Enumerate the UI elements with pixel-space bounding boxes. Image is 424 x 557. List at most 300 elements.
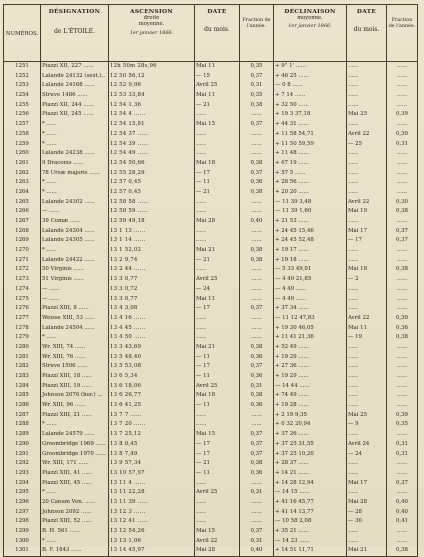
declination-cell: + 32 50 ...... — [274, 101, 347, 111]
right-ascension-cell: 13 3 0,77 — [109, 295, 195, 305]
declination-cell: + 41 14 13,77 — [274, 508, 347, 518]
dec-fraction-cell: ...... — [387, 62, 418, 72]
dec-fraction-cell: ...... — [387, 169, 418, 179]
declination-cell: — 14 15 ...... — [274, 488, 347, 498]
declination-cell: + 24 45 52,48 — [274, 236, 347, 246]
star-designation-cell: Struve 1506 ...... — [41, 362, 109, 372]
table-row — [4, 498, 418, 508]
row-number-cell: 1287 — [4, 411, 41, 421]
row-number-cell: 1251 — [4, 62, 41, 72]
dec-date-cell: Mai 19 — [347, 207, 387, 217]
declination-cell: + 74 49 ...... — [274, 391, 347, 401]
row-number-cell: 1280 — [4, 343, 41, 353]
declination-cell: + 24 45 15,46 — [274, 227, 347, 237]
dec-date-cell: ...... — [347, 159, 387, 169]
dec-date-cell: ...... — [347, 372, 387, 382]
star-catalog-table — [3, 4, 418, 557]
ra-date-cell: Avril 22 — [195, 537, 240, 547]
row-number-cell: 1275 — [4, 295, 41, 305]
right-ascension-cell: 12 54 50,66 — [109, 159, 195, 169]
dec-fraction-cell: ...... — [387, 430, 418, 440]
dec-fraction-cell: 0,30 — [387, 198, 418, 208]
dec-fraction-cell: ...... — [387, 217, 418, 227]
dec-date-cell: ...... — [347, 343, 387, 353]
dec-date-cell: — 19 — [347, 333, 387, 343]
ra-fraction-cell: ...... — [240, 236, 274, 246]
declination-cell: + 14 21 ...... — [274, 469, 347, 479]
declination-cell: — 4 49 ...... — [274, 295, 347, 305]
star-designation-cell: * ...... — [41, 333, 109, 343]
ra-date-cell: — 21 — [195, 101, 240, 111]
row-number-cell: 1292 — [4, 459, 41, 469]
dec-date-cell: — 30 — [347, 517, 387, 527]
ra-fraction-cell: 0,36 — [240, 401, 274, 411]
ra-fraction-cell: ...... — [240, 517, 274, 527]
table-row — [4, 188, 418, 198]
dec-date-cell: ...... — [347, 527, 387, 537]
ra-fraction-cell: 0,37 — [240, 72, 274, 82]
ra-date-cell: ...... — [195, 265, 240, 275]
dec-fraction-cell: 0,38 — [387, 207, 418, 217]
declination-cell: + 19 29 ...... — [274, 372, 347, 382]
star-designation-cell: * ...... — [41, 488, 109, 498]
declination-cell: — 14 23 ...... — [274, 537, 347, 547]
dec-fraction-cell: 0,38 — [387, 265, 418, 275]
row-number-cell: 1290 — [4, 440, 41, 450]
ra-fraction-cell: 0,38 — [240, 343, 274, 353]
right-ascension-cell: 13 11 4 ...... — [109, 479, 195, 489]
dec-fraction-cell: ...... — [387, 295, 418, 305]
table-row — [4, 304, 418, 314]
declination-cell: — 4 49 21,85 — [274, 275, 347, 285]
right-ascension-cell: 12 53 33,84 — [109, 91, 195, 101]
row-number-cell: 1267 — [4, 217, 41, 227]
star-designation-cell: Lalande 24422 ...... — [41, 256, 109, 266]
ra-fraction-cell: ...... — [240, 324, 274, 334]
ra-fraction-cell: ...... — [240, 198, 274, 208]
star-designation-cell: Johnson 2076 (hor.) ... — [41, 391, 109, 401]
row-number-cell: 1260 — [4, 149, 41, 159]
dec-date-cell: ...... — [347, 120, 387, 130]
table-row — [4, 295, 418, 305]
declination-cell: + 0 32 20,94 — [274, 420, 347, 430]
table-row — [4, 362, 418, 372]
ra-date-cell: Avril 25 — [195, 382, 240, 392]
table-row — [4, 459, 418, 469]
star-designation-cell: Lalande 24168 ...... — [41, 81, 109, 91]
right-ascension-cell: 13 14 45,97 — [109, 546, 195, 556]
right-ascension-cell: 12 58 59 ...... — [109, 207, 195, 217]
right-ascension-cell: 13 2 44 ...... — [109, 265, 195, 275]
ra-date-cell: — 17 — [195, 169, 240, 179]
right-ascension-cell: 12 54 39 ...... — [109, 140, 195, 150]
dec-fraction-cell: 0,37 — [387, 236, 418, 246]
star-designation-cell: B. H. 561 ...... — [41, 527, 109, 537]
table-row — [4, 440, 418, 450]
table-row — [4, 401, 418, 411]
star-designation-cell: Wr. XIII, 76 ...... — [41, 353, 109, 363]
star-designation-cell: * ...... — [41, 188, 109, 198]
dec-fraction-cell: 0,30 — [387, 314, 418, 324]
declination-cell: — 4 49 ...... — [274, 285, 347, 295]
dec-fraction-cell: 0,37 — [387, 479, 418, 489]
dec-fraction-cell: 0,39 — [387, 110, 418, 120]
ra-fraction-cell: 0,37 — [240, 362, 274, 372]
right-ascension-cell: 13 5 48,40 — [109, 353, 195, 363]
star-designation-cell: — ...... — [41, 285, 109, 295]
declination-cell: + 19 29 ...... — [274, 353, 347, 363]
declination-cell: + 35 21 ...... — [274, 527, 347, 537]
table-row — [4, 198, 418, 208]
star-designation-cell: * ...... — [41, 120, 109, 130]
ra-date-cell: — 11 — [195, 469, 240, 479]
declination-cell: + 28 56 ...... — [274, 178, 347, 188]
table-row — [4, 91, 418, 101]
table-row — [4, 149, 418, 159]
row-number-cell: 1255 — [4, 101, 41, 111]
dec-fraction-cell: ...... — [387, 537, 418, 547]
dec-fraction-cell: ...... — [387, 188, 418, 198]
row-number-cell: 1291 — [4, 450, 41, 460]
ra-date-cell: — 11 — [195, 178, 240, 188]
dec-date-cell: ...... — [347, 537, 387, 547]
ra-fraction-cell: 0,31 — [240, 488, 274, 498]
declination-cell: — 5 33 49,01 — [274, 265, 347, 275]
ra-fraction-cell: 0,37 — [240, 430, 274, 440]
row-number-cell: 1288 — [4, 420, 41, 430]
table-row — [4, 246, 418, 256]
dec-fraction-cell: ...... — [387, 159, 418, 169]
star-designation-cell: Piazzi XIII, 8 ...... — [41, 304, 109, 314]
right-ascension-cell: 13 8 7,49 — [109, 450, 195, 460]
declination-cell: + 14 51 11,71 — [274, 546, 347, 556]
right-ascension-cell: 13 3 0,72 — [109, 285, 195, 295]
dec-fraction-cell: 0,41 — [387, 517, 418, 527]
table-row — [4, 469, 418, 479]
declination-cell: + 11 50 59,59 — [274, 140, 347, 150]
ra-date-cell: Mai 11 — [195, 295, 240, 305]
dec-date-cell: ...... — [347, 401, 387, 411]
ra-date-cell: ...... — [195, 130, 240, 140]
table-row — [4, 110, 418, 120]
table-row — [4, 275, 418, 285]
ra-fraction-cell: 0,31 — [240, 382, 274, 392]
dec-date-cell: ...... — [347, 295, 387, 305]
table-row — [4, 130, 418, 140]
ra-fraction-cell: ...... — [240, 140, 274, 150]
dec-date-cell: ...... — [347, 149, 387, 159]
declination-cell: + 14 28 12,94 — [274, 479, 347, 489]
table-row — [4, 120, 418, 130]
declination-cell: + 2 19 9,35 — [274, 411, 347, 421]
dec-date-cell: Avril 24 — [347, 440, 387, 450]
ra-fraction-cell: ...... — [240, 498, 274, 508]
row-number-cell: 1252 — [4, 72, 41, 82]
table-row — [4, 324, 418, 334]
right-ascension-cell: 12 59 49,18 — [109, 217, 195, 227]
dec-date-cell: ...... — [347, 391, 387, 401]
ra-fraction-cell: ...... — [240, 314, 274, 324]
dec-fraction-cell: 0,31 — [387, 440, 418, 450]
right-ascension-cell: 12 54 4 ...... — [109, 110, 195, 120]
row-number-cell: 1279 — [4, 333, 41, 343]
star-designation-cell: Piazzi XII, 227 ...... — [41, 62, 109, 72]
right-ascension-cell: 13 12 41 ...... — [109, 517, 195, 527]
ra-date-cell: ...... — [195, 198, 240, 208]
star-designation-cell: Piazzi XIII, 18 ...... — [41, 372, 109, 382]
ra-date-cell: — 24 — [195, 285, 240, 295]
right-ascension-cell: 13 12 54,26 — [109, 527, 195, 537]
declination-cell: + 11 41 21,36 — [274, 333, 347, 343]
right-ascension-cell: 13 7 20 ...... — [109, 420, 195, 430]
ra-fraction-cell: 0,38 — [240, 459, 274, 469]
declination-cell: + 9° 1' ...... — [274, 62, 347, 72]
star-designation-cell: Weisse XIII, 53 ...... — [41, 314, 109, 324]
dec-date-cell: ...... — [347, 256, 387, 266]
star-designation-cell: Lalande 24238 ...... — [41, 149, 109, 159]
right-ascension-cell: 13 3 0,77 — [109, 275, 195, 285]
ra-date-cell: — 17 — [195, 450, 240, 460]
ra-fraction-cell: 0,36 — [240, 372, 274, 382]
dec-date-cell: — 17 — [347, 236, 387, 246]
ra-fraction-cell: ...... — [240, 207, 274, 217]
star-designation-cell: — ...... — [41, 207, 109, 217]
star-designation-cell: Lalande 24305 ...... — [41, 236, 109, 246]
dec-fraction-cell: ...... — [387, 120, 418, 130]
table-row — [4, 62, 418, 72]
row-number-cell: 1254 — [4, 91, 41, 101]
row-number-cell: 1263 — [4, 178, 41, 188]
dec-fraction-cell: ...... — [387, 391, 418, 401]
dec-date-cell: ...... — [347, 62, 387, 72]
right-ascension-cell: 12 54 49 ...... — [109, 149, 195, 159]
ra-date-cell: Mai 18 — [195, 391, 240, 401]
row-number-cell: 1297 — [4, 508, 41, 518]
declination-cell: + 46 25 ...... — [274, 72, 347, 82]
table-row — [4, 420, 418, 430]
declination-cell: + 52 49 ...... — [274, 343, 347, 353]
table-row — [4, 101, 418, 111]
declination-cell: — 11 39 1,60 — [274, 207, 347, 217]
star-designation-cell: 20 Canum Ven. ...... — [41, 498, 109, 508]
star-designation-cell: 9 Draconis ...... — [41, 159, 109, 169]
dec-fraction-cell: ...... — [387, 372, 418, 382]
row-number-cell: 1276 — [4, 304, 41, 314]
declination-cell: — 11 12 47,83 — [274, 314, 347, 324]
table-row — [4, 265, 418, 275]
ra-date-cell: Mai 21 — [195, 343, 240, 353]
dec-date-cell: Avril 22 — [347, 314, 387, 324]
dec-fraction-cell: 0,30 — [387, 130, 418, 140]
star-designation-cell: 51 Virginis ...... — [41, 275, 109, 285]
ra-date-cell: ...... — [195, 498, 240, 508]
row-number-cell: 1277 — [4, 314, 41, 324]
ra-fraction-cell: 0,38 — [240, 246, 274, 256]
ra-fraction-cell: ...... — [240, 285, 274, 295]
row-number-cell: 1281 — [4, 353, 41, 363]
star-designation-cell: * ...... — [41, 130, 109, 140]
dec-fraction-cell: ...... — [387, 382, 418, 392]
ra-date-cell: ...... — [195, 420, 240, 430]
row-number-cell: 1299 — [4, 527, 41, 537]
row-number-cell: 1293 — [4, 469, 41, 479]
ra-date-cell: ...... — [195, 227, 240, 237]
declination-cell: + 11 58 54,71 — [274, 130, 347, 140]
dec-fraction-cell: 0,36 — [387, 324, 418, 334]
right-ascension-cell: 13 8 0,45 — [109, 440, 195, 450]
star-designation-cell: Lalande 24302 ...... — [41, 198, 109, 208]
dec-date-cell: Mai 18 — [347, 265, 387, 275]
dec-date-cell: — 25 — [347, 140, 387, 150]
table-row — [4, 169, 418, 179]
ra-fraction-cell: ...... — [240, 508, 274, 518]
dec-fraction-cell: 0,31 — [387, 140, 418, 150]
row-number-cell: 1283 — [4, 372, 41, 382]
declination-cell: + 7 14 ...... — [274, 91, 347, 101]
right-ascension-cell: 13 7 7 ...... — [109, 411, 195, 421]
header-ascension: ASCENSION droite moyenne. 1er janvier 1866. — [109, 5, 195, 62]
dec-fraction-cell: ...... — [387, 343, 418, 353]
star-designation-cell: Wr. XIII, 74 ...... — [41, 343, 109, 353]
table-row — [4, 333, 418, 343]
ra-date-cell: — 11 — [195, 372, 240, 382]
dec-date-cell: ...... — [347, 353, 387, 363]
dec-fraction-cell: 0,40 — [387, 508, 418, 518]
declination-cell: + 20 20 ...... — [274, 188, 347, 198]
dec-fraction-cell: 0,31 — [387, 450, 418, 460]
ra-date-cell: Mai 15 — [195, 430, 240, 440]
star-designation-cell: Piazzi XII, 245 ...... — [41, 110, 109, 120]
row-number-cell: 1268 — [4, 227, 41, 237]
dec-date-cell: ...... — [347, 246, 387, 256]
row-number-cell: 1274 — [4, 285, 41, 295]
right-ascension-cell: 12 54 37 ...... — [109, 130, 195, 140]
dec-fraction-cell: 0,35 — [387, 420, 418, 430]
dec-fraction-cell: ...... — [387, 81, 418, 91]
header-declinaison: DÉCLINAISON moyenne. 1er janvier 1866. — [274, 5, 347, 62]
dec-date-cell: Mai 28 — [347, 498, 387, 508]
dec-fraction-cell: ...... — [387, 178, 418, 188]
table-row — [4, 517, 418, 527]
row-number-cell: 1286 — [4, 401, 41, 411]
right-ascension-cell: 13 2 9,74 — [109, 256, 195, 266]
row-number-cell: 1300 — [4, 537, 41, 547]
dec-fraction-cell: ...... — [387, 246, 418, 256]
right-ascension-cell: 13 6 41,25 — [109, 401, 195, 411]
row-number-cell: 1282 — [4, 362, 41, 372]
ra-fraction-cell: ...... — [240, 265, 274, 275]
row-number-cell: 1284 — [4, 382, 41, 392]
star-designation-cell: Lalande 24304 ...... — [41, 227, 109, 237]
ra-fraction-cell: ...... — [240, 295, 274, 305]
ra-fraction-cell: 0,36 — [240, 178, 274, 188]
ra-fraction-cell: 0,37 — [240, 169, 274, 179]
ra-fraction-cell: 0,38 — [240, 391, 274, 401]
ra-date-cell: Mai 11 — [195, 62, 240, 72]
dec-fraction-cell: ...... — [387, 304, 418, 314]
row-number-cell: 1301 — [4, 546, 41, 556]
table-row — [4, 285, 418, 295]
ra-date-cell: ...... — [195, 517, 240, 527]
star-designation-cell: 78 Ursæ majoris ...... — [41, 169, 109, 179]
right-ascension-cell: 12 50 56,12 — [109, 72, 195, 82]
right-ascension-cell: 13 4 50 ...... — [109, 333, 195, 343]
ra-fraction-cell: 0,38 — [240, 101, 274, 111]
declination-cell: — 14 44 ...... — [274, 382, 347, 392]
dec-date-cell: Avril 22 — [347, 130, 387, 140]
table-row — [4, 391, 418, 401]
dec-date-cell: ...... — [347, 459, 387, 469]
ra-date-cell: — 21 — [195, 256, 240, 266]
ra-fraction-cell: 0,35 — [240, 91, 274, 101]
row-number-cell: 1264 — [4, 188, 41, 198]
ra-date-cell: ...... — [195, 140, 240, 150]
dec-date-cell: Mai 25 — [347, 110, 387, 120]
table-row — [4, 217, 418, 227]
star-designation-cell: Piazzi XIII, 52 ...... — [41, 517, 109, 527]
declination-cell: + 37 25 10,20 — [274, 450, 347, 460]
header-date-2: DATE du mois. — [347, 5, 387, 62]
declination-cell: + 41 16 45,77 — [274, 498, 347, 508]
declination-cell: + 11 48 ...... — [274, 149, 347, 159]
star-designation-cell: Lalande 24132 (sext.).. — [41, 72, 109, 82]
row-number-cell: 1258 — [4, 130, 41, 140]
dec-fraction-cell: 0,37 — [387, 227, 418, 237]
declination-cell: + 19 18 ...... — [274, 256, 347, 266]
declination-cell: + 19 28 ...... — [274, 401, 347, 411]
star-designation-cell: Johnson 2092 ...... — [41, 508, 109, 518]
ra-fraction-cell: 0,37 — [240, 440, 274, 450]
row-number-cell: 1257 — [4, 120, 41, 130]
star-designation-cell: 39 Comæ ...... — [41, 217, 109, 227]
ra-fraction-cell: 0,37 — [240, 450, 274, 460]
right-ascension-cell: 13 13 1,06 — [109, 537, 195, 547]
table-row — [4, 488, 418, 498]
dec-date-cell: Mai 11 — [347, 324, 387, 334]
row-number-cell: 1273 — [4, 275, 41, 285]
star-designation-cell: — ...... — [41, 295, 109, 305]
right-ascension-cell: 13 4 16 ...... — [109, 314, 195, 324]
star-designation-cell: Lalande 24504 ...... — [41, 324, 109, 334]
table-row — [4, 256, 418, 266]
dec-fraction-cell: 0,38 — [387, 333, 418, 343]
dec-fraction-cell: ...... — [387, 527, 418, 537]
table-row — [4, 81, 418, 91]
declination-cell: + 19 3 37,18 — [274, 110, 347, 120]
ra-date-cell: — 21 — [195, 188, 240, 198]
ra-date-cell: ...... — [195, 411, 240, 421]
ra-date-cell: — 11 — [195, 353, 240, 363]
star-designation-cell: Piazzi XII, 244 ...... — [41, 101, 109, 111]
ra-fraction-cell: 0,36 — [240, 469, 274, 479]
dec-fraction-cell: ...... — [387, 459, 418, 469]
ra-fraction-cell: 0,37 — [240, 120, 274, 130]
dec-fraction-cell: ...... — [387, 362, 418, 372]
dec-date-cell: ...... — [347, 382, 387, 392]
ra-fraction-cell: ...... — [240, 411, 274, 421]
dec-date-cell: ...... — [347, 81, 387, 91]
ra-date-cell: Mai 28 — [195, 217, 240, 227]
ra-date-cell: Mai 21 — [195, 246, 240, 256]
ra-date-cell: Mai 15 — [195, 527, 240, 537]
ra-date-cell: ...... — [195, 324, 240, 334]
row-number-cell: 1262 — [4, 169, 41, 179]
star-designation-cell: Groombridge 1970 ...... — [41, 450, 109, 460]
right-ascension-cell: 13 11 22,28 — [109, 488, 195, 498]
dec-date-cell: — 9 — [347, 420, 387, 430]
declination-cell: + 28 37 ...... — [274, 459, 347, 469]
dec-date-cell: ...... — [347, 430, 387, 440]
